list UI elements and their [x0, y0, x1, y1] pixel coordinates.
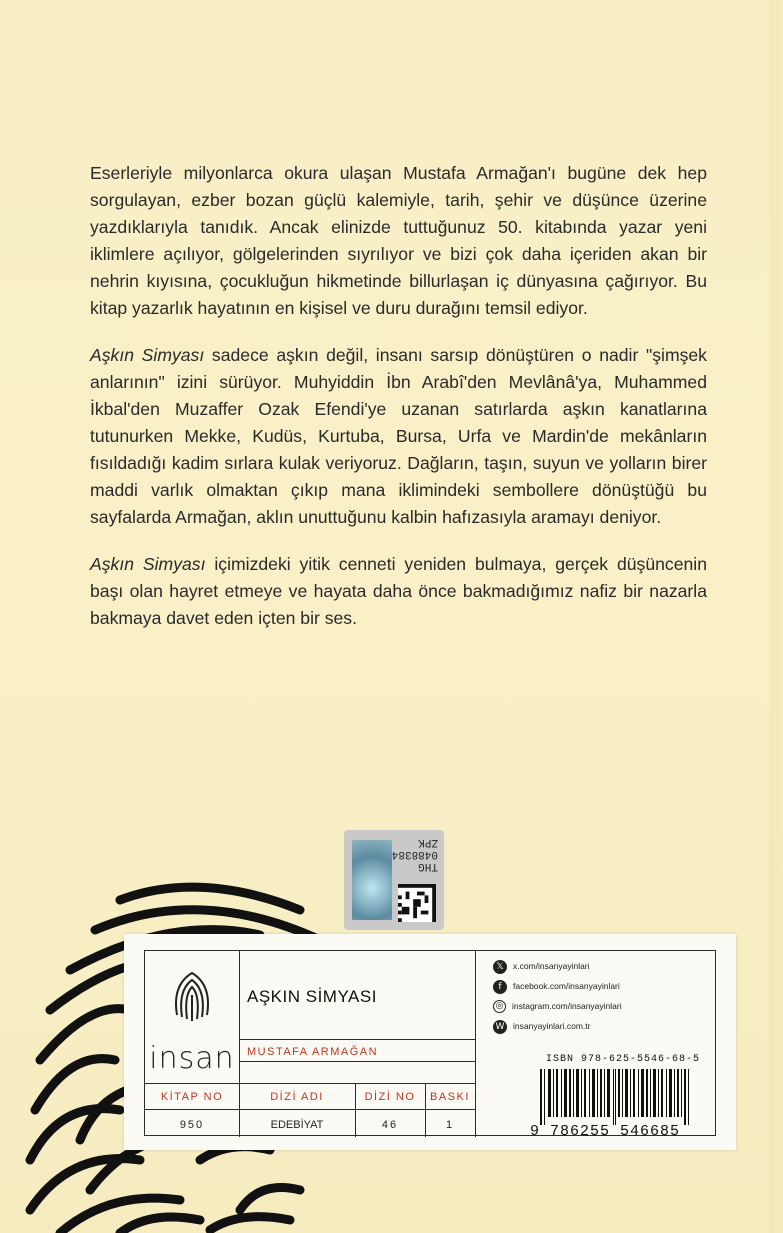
social-instagram[interactable] [493, 997, 622, 1015]
blurb-paragraph-3-text: içimizdeki yitik cenneti yeniden bulmaya, gerçek düşüncenin başı olan hayret etmeye ve hayata daha önce bakmadığımız nafiz bir nazarla bakmaya davet eden içten bir ses. [90, 554, 707, 628]
blurb-paragraph-3 [90, 551, 707, 632]
book-info-card [124, 934, 736, 1150]
value-kitap-no: 950 [179, 1119, 205, 1131]
info-grid [144, 950, 716, 1140]
social-web-text: insanyayinlari.com.tr [513, 1021, 591, 1031]
isbn-label: ISBN 978-625-5546-68-5 [546, 1054, 701, 1065]
social-facebook-text: facebook.com/insanyayinlari [513, 981, 620, 991]
security-hologram-sticker [344, 830, 444, 930]
value-dizi-no: 46 [381, 1119, 399, 1131]
book-title-italic: Aşkın Simyası [90, 554, 206, 574]
facebook-icon: f [493, 980, 507, 994]
hologram-code-2: 0488384 [391, 848, 438, 860]
value-dizi-adi: EDEBİYAT [270, 1119, 324, 1131]
book-title: AŞKIN SİMYASI [247, 987, 377, 1006]
book-title-italic: Aşkın Simyası [90, 345, 205, 365]
isbn-barcode [540, 1069, 692, 1125]
fingerprint-logo-icon [167, 965, 217, 1027]
hologram-code-1: THG [418, 860, 438, 872]
barcode-digits: 9 786255 546685 [530, 1123, 681, 1140]
hologram-serial [392, 836, 438, 872]
header-kitap-no: KİTAP NO [160, 1091, 224, 1103]
blurb-paragraph-1: Eserleriyle milyonlarca okura ulaşan Mustafa Armağan'ı bugüne dek hep sorgulayan, ezber bozan güçlü kalemiyle, tarih, şehir ve düşünce üzerine yazdıklarıyla tanıdık. Ancak elinizde tuttuğunuz 50. kitabında yazar yeni iklimlere açılıyor, gölgelerinden sıyrılıyor ve bizi çok daha içeriden akan bir nehrin kıyısına, çocukluğun hikmetinde billurlaşan iç dünyasına çağırıyor. Bu kitap yazarlık hayatının en kişisel ve duru durağını temsil ediyor. [90, 163, 707, 318]
cover-edge [769, 0, 783, 1233]
x-icon: 𝕏 [493, 960, 507, 974]
header-dizi-no: DİZİ NO [364, 1091, 416, 1103]
publisher-logo [145, 951, 239, 1083]
blurb-paragraph-2 [90, 342, 707, 531]
header-baski: BASKI [430, 1091, 470, 1103]
back-cover-blurb [90, 160, 707, 652]
header-dizi-adi: DİZİ ADI [270, 1091, 324, 1103]
social-facebook[interactable] [493, 977, 620, 995]
hologram-code-3: ZPK [418, 836, 438, 848]
value-baski: 1 [445, 1119, 455, 1131]
social-x-text: x.com/insanyayinlari [513, 961, 590, 971]
social-x[interactable] [493, 957, 590, 975]
social-web[interactable] [493, 1017, 590, 1035]
blurb-paragraph-2-text: sadece aşkın değil, insanı sarsıp dönüştüren o nadir "şimşek anlarının" izini sürüyor. Muhyiddin İbn Arabî'den Mevlânâ'ya, Muhammed İkbal'den Muzaffer Ozak Efendi'ye uzanan satırlarda aşkın kanatlarına tutunurken Mekke, Kudüs, Kurtuba, Bursa, Urfa ve Mardin'de mekânların fısıldadığı kadim sırlara kulak veriyoruz. Dağların, taşın, suyun ve yolların birer maddi varlık olmaktan çıkıp mana iklimindeki sembollere dönüştüğü bu sayfalarda Armağan, aklın unuttuğunu kalbin hafızasıyla aramayı deniyor. [90, 345, 707, 527]
hologram-foil [352, 840, 392, 920]
instagram-icon: ◎ [493, 1000, 506, 1013]
social-instagram-text: instagram.com/insanyayinlari [512, 1001, 622, 1011]
book-author: MUSTAFA ARMAĞAN [247, 1046, 379, 1058]
datamatrix-code-icon [398, 884, 436, 922]
publisher-name: insan [149, 1041, 235, 1076]
web-icon: W [493, 1020, 507, 1034]
